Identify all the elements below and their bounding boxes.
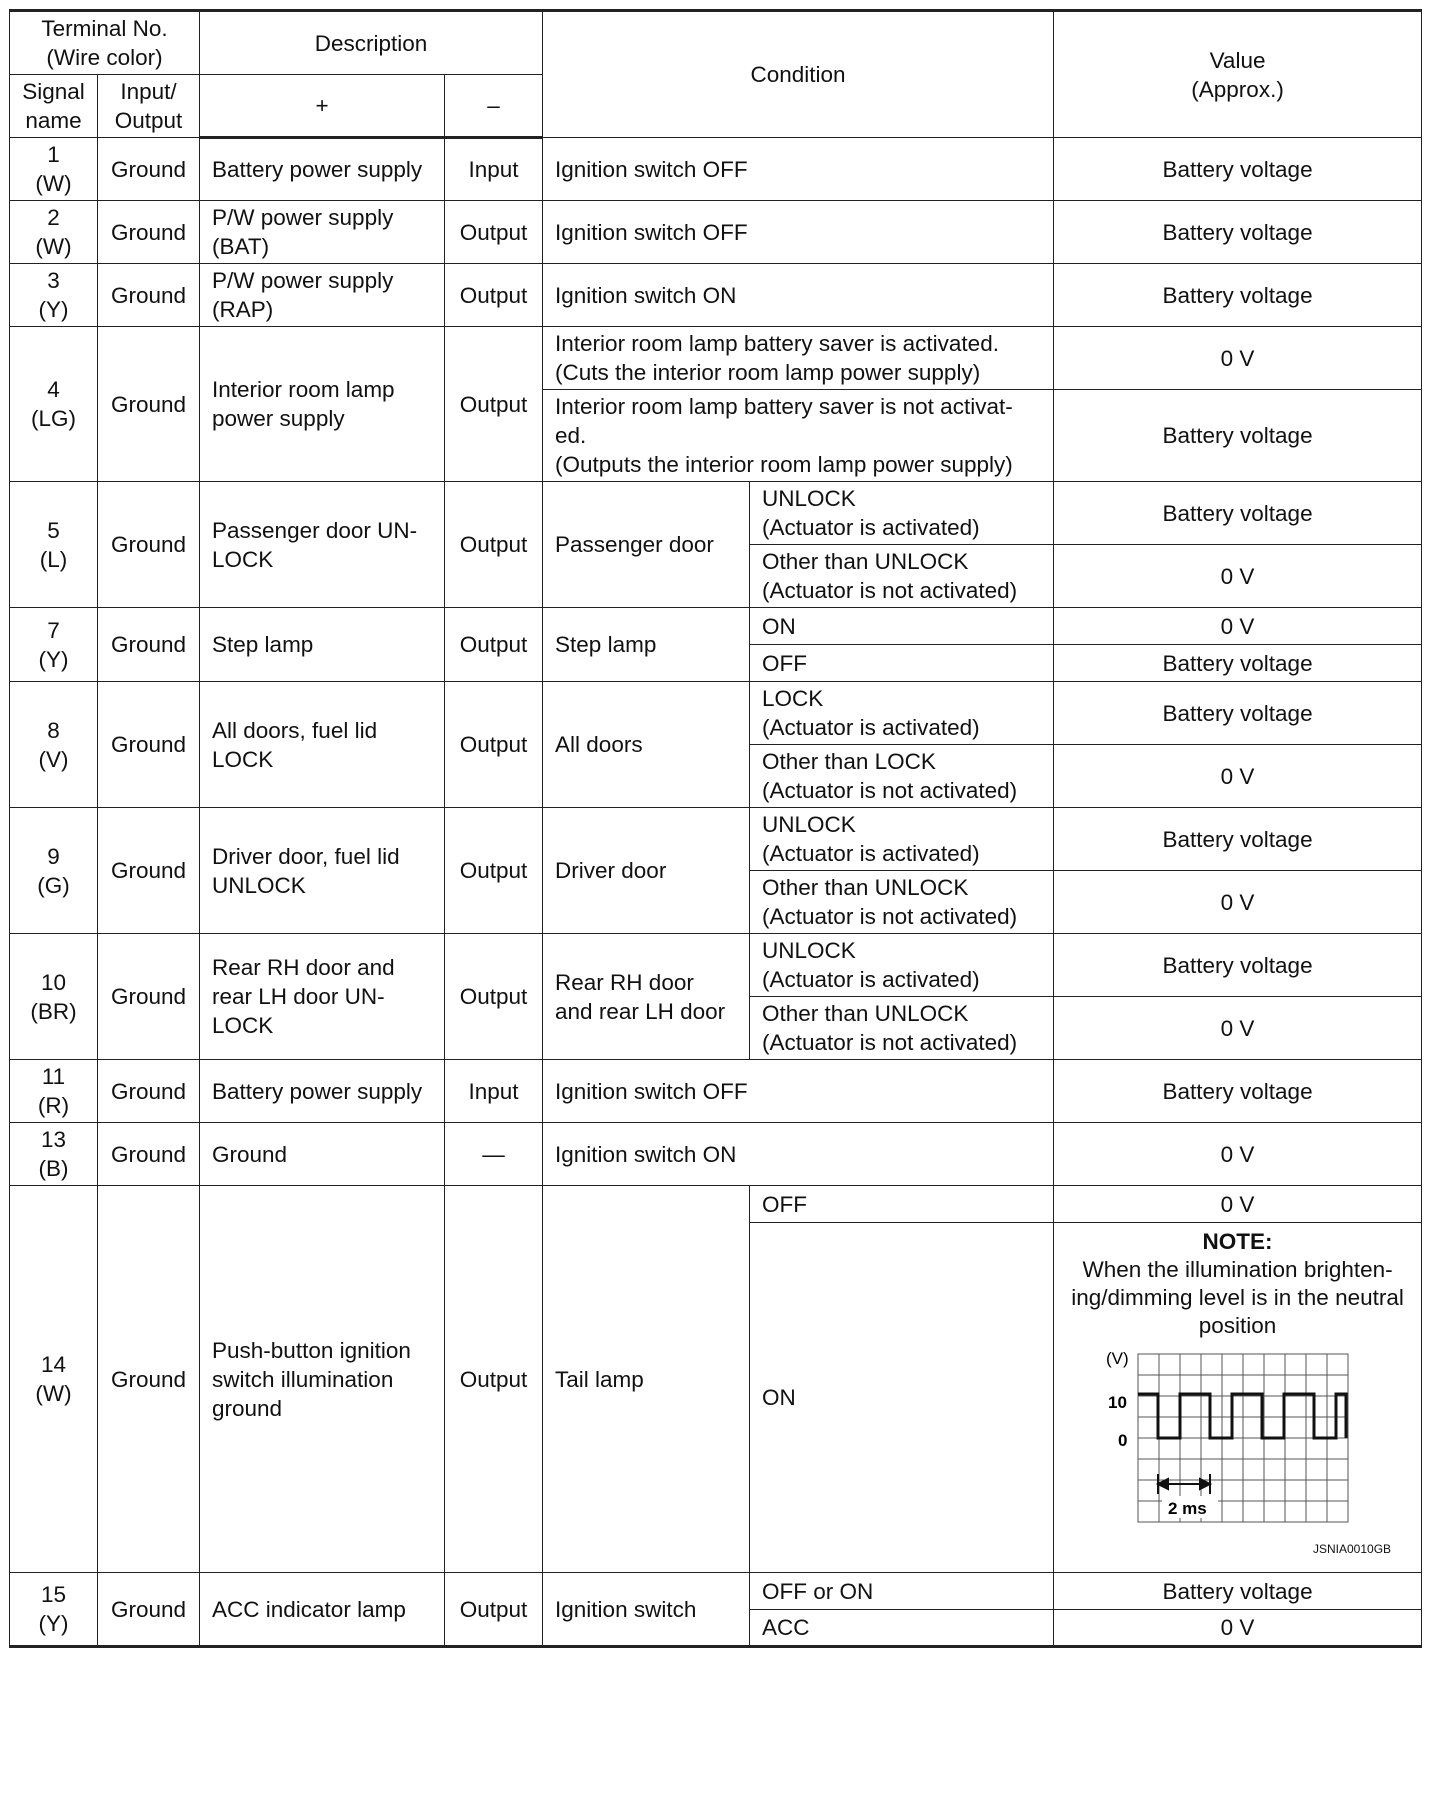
- minus-cell: Ground: [98, 327, 200, 482]
- terminal-cell: 10 (BR): [10, 934, 98, 1060]
- condition-cell: Tail lamp: [543, 1186, 750, 1573]
- table-row: [10, 1573, 1422, 1610]
- condition-cell: Passenger door: [543, 482, 750, 608]
- table-row: [10, 138, 1422, 201]
- value-cell: 0 V: [1054, 745, 1422, 808]
- minus-cell: Ground: [98, 808, 200, 934]
- io-cell: Output: [445, 1573, 543, 1647]
- value-cell: 0 V: [1054, 327, 1422, 390]
- value-header: Value (Approx.): [1054, 11, 1422, 138]
- signal-cell: P/W power supply (BAT): [200, 201, 445, 264]
- signal-cell: Push-button ignition switch illumination ground: [200, 1186, 445, 1573]
- condition-cell: Rear RH door and rear LH door: [543, 934, 750, 1060]
- io-cell: Input: [445, 138, 543, 201]
- io-cell: Output: [445, 608, 543, 682]
- condition-cell: Ignition switch: [543, 1573, 750, 1647]
- table-row: [10, 808, 1422, 871]
- waveform-figure: [1066, 1346, 1409, 1556]
- io-header: Input/ Output: [98, 75, 200, 138]
- terminal-cell: 11 (R): [10, 1060, 98, 1123]
- table-row: [10, 1123, 1422, 1186]
- io-cell: Output: [445, 201, 543, 264]
- table-row: [10, 1186, 1422, 1223]
- state-cell: ON: [750, 1223, 1054, 1573]
- table-row: [10, 327, 1422, 390]
- value-cell: Battery voltage: [1054, 390, 1422, 482]
- signal-cell: P/W power supply (RAP): [200, 264, 445, 327]
- state-cell: ACC: [750, 1610, 1054, 1647]
- terminal-cell: 7 (Y): [10, 608, 98, 682]
- value-cell: 0 V: [1054, 1123, 1422, 1186]
- plus-header: +: [200, 75, 445, 138]
- value-cell: Battery voltage: [1054, 808, 1422, 871]
- table-row: [10, 201, 1422, 264]
- condition-cell: Interior room lamp battery saver is not activat- ed. (Outputs the interior room lamp power supply): [543, 390, 1054, 482]
- signal-cell: Interior room lamp power supply: [200, 327, 445, 482]
- io-cell: Input: [445, 1060, 543, 1123]
- io-cell: Output: [445, 934, 543, 1060]
- value-cell: 0 V: [1054, 997, 1422, 1060]
- value-cell: Battery voltage: [1054, 264, 1422, 327]
- condition-cell: Driver door: [543, 808, 750, 934]
- terminal-cell: 9 (G): [10, 808, 98, 934]
- io-cell: Output: [445, 482, 543, 608]
- waveform-low-label: 0: [1118, 1431, 1128, 1450]
- minus-cell: Ground: [98, 682, 200, 808]
- minus-cell: Ground: [98, 1573, 200, 1647]
- value-cell: Battery voltage: [1054, 1060, 1422, 1123]
- table-row: [10, 682, 1422, 745]
- state-cell: Other than UNLOCK (Actuator is not activated): [750, 997, 1054, 1060]
- minus-cell: Ground: [98, 264, 200, 327]
- minus-cell: Ground: [98, 1186, 200, 1573]
- value-cell: Battery voltage: [1054, 138, 1422, 201]
- state-cell: OFF: [750, 645, 1054, 682]
- condition-cell: Ignition switch OFF: [543, 1060, 1054, 1123]
- condition-header: Condition: [543, 11, 1054, 138]
- description-header: Description: [200, 11, 543, 75]
- table-row: [10, 264, 1422, 327]
- io-cell: Output: [445, 682, 543, 808]
- table-row: [10, 608, 1422, 645]
- note-line: When the illumination brighten-: [1082, 1257, 1393, 1282]
- value-cell: Battery voltage: [1054, 682, 1422, 745]
- state-cell: Other than UNLOCK (Actuator is not activated): [750, 871, 1054, 934]
- table-row: [10, 482, 1422, 545]
- terminal-cell: 15 (Y): [10, 1573, 98, 1647]
- state-cell: Other than LOCK (Actuator is not activated): [750, 745, 1054, 808]
- value-cell: Battery voltage: [1054, 201, 1422, 264]
- waveform-chart: [1096, 1346, 1356, 1526]
- state-cell: ON: [750, 608, 1054, 645]
- value-cell: 0 V: [1054, 871, 1422, 934]
- note-line: position: [1198, 1313, 1277, 1338]
- state-cell: OFF: [750, 1186, 1054, 1223]
- figure-code: JSNIA0010GB: [1313, 1542, 1392, 1556]
- state-cell: UNLOCK (Actuator is activated): [750, 482, 1054, 545]
- terminal-cell: 13 (B): [10, 1123, 98, 1186]
- table-row: [10, 934, 1422, 997]
- terminal-no-header: Terminal No. (Wire color): [10, 11, 200, 75]
- signal-name-header: Signal name: [10, 75, 98, 138]
- signal-cell: Battery power supply: [200, 1060, 445, 1123]
- period-marker: [1158, 1474, 1210, 1494]
- value-cell: 0 V: [1054, 545, 1422, 608]
- io-cell: —: [445, 1123, 543, 1186]
- io-cell: Output: [445, 264, 543, 327]
- terminal-table: [9, 9, 1422, 1648]
- minus-cell: Ground: [98, 934, 200, 1060]
- condition-cell: All doors: [543, 682, 750, 808]
- waveform-unit-label: (V): [1106, 1349, 1129, 1368]
- signal-cell: Driver door, fuel lid UNLOCK: [200, 808, 445, 934]
- signal-cell: Battery power supply: [200, 138, 445, 201]
- minus-cell: Ground: [98, 201, 200, 264]
- condition-cell: Ignition switch ON: [543, 1123, 1054, 1186]
- value-cell: 0 V: [1054, 608, 1422, 645]
- state-cell: UNLOCK (Actuator is activated): [750, 934, 1054, 997]
- signal-cell: Passenger door UN- LOCK: [200, 482, 445, 608]
- condition-cell: Ignition switch OFF: [543, 138, 1054, 201]
- minus-cell: Ground: [98, 608, 200, 682]
- terminal-cell: 4 (LG): [10, 327, 98, 482]
- minus-cell: Ground: [98, 138, 200, 201]
- note-line: ing/dimming level is in the neutral: [1071, 1285, 1404, 1310]
- state-cell: UNLOCK (Actuator is activated): [750, 808, 1054, 871]
- waveform-high-label: 10: [1108, 1393, 1127, 1412]
- signal-cell: ACC indicator lamp: [200, 1573, 445, 1647]
- condition-cell: Ignition switch OFF: [543, 201, 1054, 264]
- waveform-trace: [1138, 1394, 1346, 1438]
- condition-cell: Interior room lamp battery saver is activated. (Cuts the interior room lamp power supply): [543, 327, 1054, 390]
- condition-cell: Step lamp: [543, 608, 750, 682]
- table-row: [10, 1060, 1422, 1123]
- note-title: NOTE:: [1202, 1229, 1273, 1254]
- io-cell: Output: [445, 808, 543, 934]
- io-cell: Output: [445, 327, 543, 482]
- io-cell: Output: [445, 1186, 543, 1573]
- signal-cell: Ground: [200, 1123, 445, 1186]
- value-cell: 0 V: [1054, 1610, 1422, 1647]
- signal-cell: Step lamp: [200, 608, 445, 682]
- signal-cell: All doors, fuel lid LOCK: [200, 682, 445, 808]
- value-cell: 0 V: [1054, 1186, 1422, 1223]
- minus-cell: Ground: [98, 1123, 200, 1186]
- value-cell: Battery voltage: [1054, 482, 1422, 545]
- state-cell: OFF or ON: [750, 1573, 1054, 1610]
- state-cell: Other than UNLOCK (Actuator is not activated): [750, 545, 1054, 608]
- terminal-cell: 2 (W): [10, 201, 98, 264]
- value-cell: Battery voltage: [1054, 645, 1422, 682]
- minus-header: –: [445, 75, 543, 138]
- period-label: 2 ms: [1168, 1499, 1207, 1518]
- value-cell: Battery voltage: [1054, 934, 1422, 997]
- terminal-cell: 3 (Y): [10, 264, 98, 327]
- minus-cell: Ground: [98, 1060, 200, 1123]
- terminal-cell: 5 (L): [10, 482, 98, 608]
- minus-cell: Ground: [98, 482, 200, 608]
- terminal-cell: 14 (W): [10, 1186, 98, 1573]
- condition-cell: Ignition switch ON: [543, 264, 1054, 327]
- state-cell: LOCK (Actuator is activated): [750, 682, 1054, 745]
- value-cell: Battery voltage: [1054, 1573, 1422, 1610]
- signal-cell: Rear RH door and rear LH door UN- LOCK: [200, 934, 445, 1060]
- note-cell: [1054, 1223, 1422, 1573]
- terminal-cell: 1 (W): [10, 138, 98, 201]
- terminal-cell: 8 (V): [10, 682, 98, 808]
